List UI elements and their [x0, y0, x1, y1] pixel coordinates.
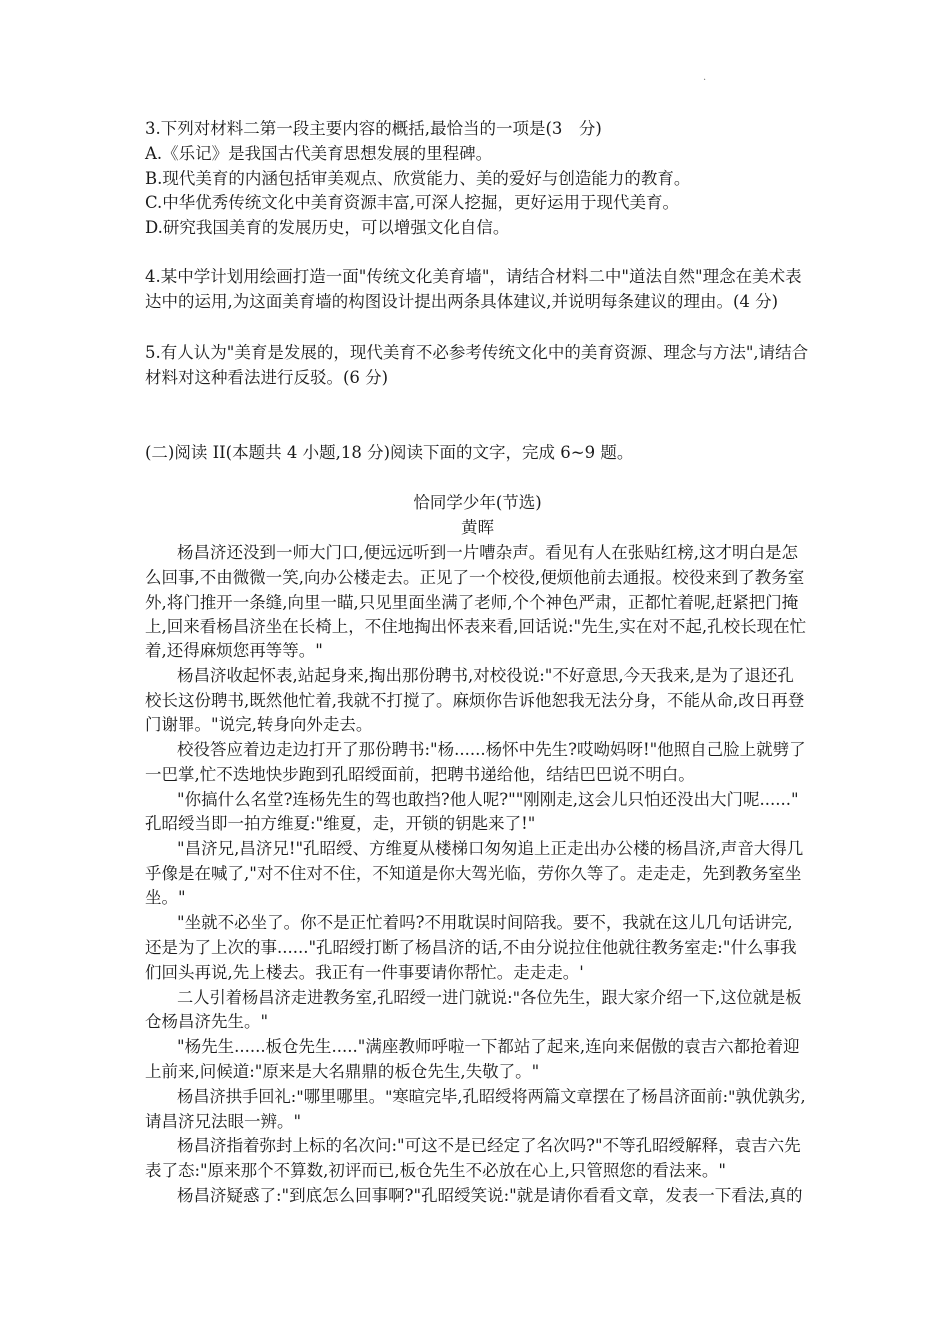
- article-line: 孔昭绶当即一拍方维夏:"维夏，走，开锁的钥匙来了!": [145, 814, 536, 833]
- article-line: 上,回来看杨昌济坐在长椅上，不住地掏出怀表来看,回话说:"先生,实在对不起,孔校长现在忙: [145, 617, 807, 636]
- corner-mark: .: [703, 72, 707, 83]
- article-line: 们回头再说,先上楼去。我正有一件事要请你帮忙。走走走。': [145, 963, 584, 982]
- article-line: 还是为了上次的事......"孔昭绶打断了杨昌济的话,不由分说拉住他就往教务室走:"什么事我: [145, 938, 797, 957]
- q4-line: 达中的运用,为这面美育墙的构图设计提出两条具体建议,并说明每条建议的理由。(4 分): [145, 292, 779, 311]
- article-line: 坐。": [145, 888, 186, 907]
- q5-line: 5.有人认为"美育是发展的，现代美育不必参考传统文化中的美育资源、理念与方法",请结合: [145, 343, 809, 362]
- article-line: 么回事,不由微微一笑,向办公楼走去。正见了一个校役,便烦他前去通报。校役来到了教务室: [145, 568, 805, 587]
- article-line: 请昌济兄法眼一辨。": [145, 1112, 302, 1131]
- q4-line: 4.某中学计划用绘画打造一面"传统文化美育墙"，请结合材料二中"道法自然"理念在美术表: [145, 267, 802, 286]
- q3-option-d: D.研究我国美育的发展历史，可以增强文化自信。: [145, 218, 510, 237]
- article-line: 杨昌济收起怀表,站起身来,掏出那份聘书,对校役说:"不好意思,今天我来,是为了退还孔: [177, 666, 794, 685]
- article-line: 上前来,问候道:"原来是大名鼎鼎的板仓先生,失敬了。": [145, 1062, 540, 1081]
- article-line: "杨先生......板仓先生....."满座教师呼啦一下都站了起来,连向来倨傲的袁吉六都抢着迎: [177, 1037, 800, 1056]
- article-line: 表了态:"原来那个不算数,初评而已,板仓先生不必放在心上,只管照您的看法来。": [145, 1161, 726, 1180]
- article-line: "你搞什么名堂?连杨先生的驾也敢挡?他人呢?""刚刚走,这会儿只怕还没出大门呢......": [177, 790, 799, 809]
- article-line: 二人引着杨昌济走进教务室,孔昭绶一进门就说:"各位先生，跟大家介绍一下,这位就是板: [177, 988, 802, 1007]
- q3-option-a: A.《乐记》是我国古代美育思想发展的里程碑。: [145, 144, 493, 163]
- article-line: 校长这份聘书,既然他忙着,我就不打搅了。麻烦你告诉他恕我无法分身，不能从命,改日再登: [145, 691, 805, 710]
- section-heading: (二)阅读 II(本题共 4 小题,18 分)阅读下面的文字，完成 6~9 题。: [145, 443, 634, 462]
- article-author: 黄晖: [461, 518, 494, 537]
- article-line: 杨昌济疑惑了:"到底怎么回事啊?"孔昭绶笑说:"就是请你看看文章，发表一下看法,真的: [177, 1186, 803, 1205]
- q3-option-c: C.中华优秀传统文化中美育资源丰富,可深人挖掘，更好运用于现代美育。: [145, 193, 680, 212]
- article-line: 校役答应着边走边打开了那份聘书:"杨......杨怀中先生?哎呦妈呀!"他照自己脸上就劈了: [177, 740, 806, 759]
- article-line: 外,将门推开一条缝,向里一瞄,只见里面坐满了老师,个个神色严肃，正都忙着呢,赶紧把门掩: [145, 593, 799, 612]
- article-line: 着,还得麻烦您再等等。": [145, 641, 323, 660]
- q3-stem: 3.下列对材料二第一段主要内容的概括,最恰当的一项是(3 分): [145, 119, 602, 138]
- q5-line: 材料对这种看法进行反驳。(6 分): [145, 368, 389, 387]
- article-title: 恰同学少年(节选): [413, 493, 542, 512]
- article-line: 杨昌济指着弥封上标的名次问:"可这不是已经定了名次吗?"不等孔昭绶解释，袁吉六先: [177, 1136, 801, 1155]
- article-line: 杨昌济拱手回礼:"哪里哪里。"寒暄完毕,孔昭绶将两篇文章摆在了杨昌济面前:"孰优孰劣,: [177, 1087, 806, 1106]
- article-line: 门谢罪。"说完,转身向外走去。: [145, 715, 373, 734]
- q3-option-b: B.现代美育的内涵包括审美观点、欣赏能力、美的爱好与创造能力的教育。: [145, 169, 691, 188]
- article-line: "坐就不必坐了。你不是正忙着吗?不用耽误时间陪我。要不，我就在这儿几句话讲完,: [177, 913, 793, 932]
- article-line: 杨昌济还没到一师大门口,便远远听到一片嘈杂声。看见有人在张贴红榜,这才明白是怎: [177, 543, 798, 562]
- article-line: 仓杨昌济先生。": [145, 1012, 269, 1031]
- article-line: "昌济兄,昌济兄!"孔昭绶、方维夏从楼梯口匆匆追上正走出办公楼的杨昌济,声音大得几: [177, 839, 804, 858]
- article-line: 乎像是在喊了,"对不住对不住，不知道是你大驾光临，劳你久等了。走走走，先到教务室坐: [145, 864, 802, 883]
- article-line: 一巴掌,忙不迭地快步跑到孔昭绶面前，把聘书递给他，结结巴巴说不明白。: [145, 765, 695, 784]
